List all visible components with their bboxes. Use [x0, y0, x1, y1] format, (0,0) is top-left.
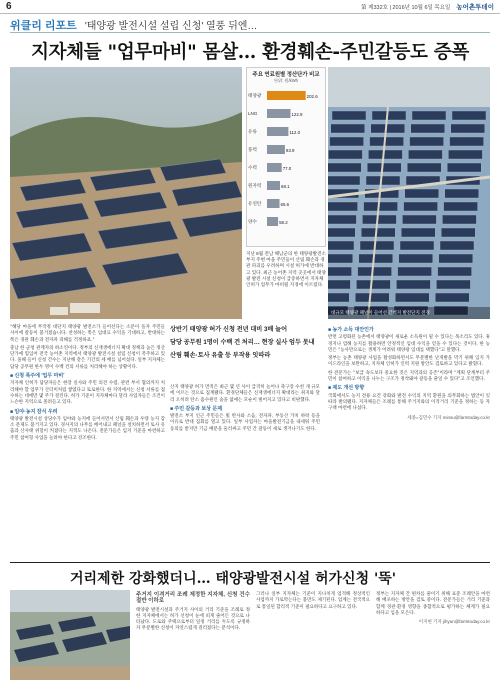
chart-bar — [267, 217, 278, 226]
chart-value-label: 122.9 — [291, 112, 303, 117]
chart-value-label: 68.1 — [281, 184, 290, 189]
second-article-header — [10, 567, 490, 589]
second-article-title: 거리제한 강화했더니… 태양광발전시설 허가신청 '뚝' — [70, 571, 397, 587]
article-column-2 — [170, 385, 320, 435]
solar-farm-photo-illustration — [10, 67, 242, 319]
byline: 세종=김민수 기자 minsu@farmtoday.co.kr — [407, 414, 490, 420]
chart-bar — [267, 91, 306, 100]
aerial-photo-caption: 대규모 태양광 패널이 들어선 간척지 발전단지 전경 — [328, 307, 490, 319]
callout-item: 상반기 태양광 허가 신청 전년 대비 3배 늘어 — [170, 326, 288, 333]
section-title: '태양광 발전시설 설립 신청' 열풍 뒤엔… — [84, 21, 258, 32]
chart-value-label: 202.6 — [306, 94, 318, 99]
chart-category-label: 풍력 — [248, 147, 257, 152]
article-column-3 — [328, 325, 490, 421]
headline: 지자체들 "업무마비" 몸살… 환경훼손-주민갈등도 증폭 — [31, 42, 469, 63]
body-paragraph: 한 전문가는 "보급 속도보다 중요한 것은 지역과의 공존"이라며 "계획 단계부터 주민이 참여하고 이익을 나누는 구조가 정착돼야 갈등을 줄일 수 있다"고 조언했다. — [328, 370, 490, 383]
chart-value-label: 112.0 — [289, 130, 301, 135]
paper-name: 농어촌투데이 — [456, 4, 494, 11]
body-paragraph: 지자체 인허가 담당자들은 현장 실사와 주민 의견 수렴, 관련 부서 협의까지 처리해야 할 업무가 산더미처럼 쌓였다고 토로한다. 한 지역에서는 신청 서류를 접수하는 데에만 몇 주가 걸린다. 허가 기준이 지자체마다 달라 사업자들은 조건이 느슨한 지역으로 몰려들고 있다. — [10, 381, 165, 406]
chart-bar — [267, 199, 280, 208]
chart-value-label: 58.2 — [279, 220, 288, 225]
chart-bar — [267, 127, 288, 136]
second-photo-illustration — [10, 590, 130, 680]
chart-category-label: 수력 — [248, 165, 257, 170]
chart-bar — [267, 109, 290, 118]
subheading: ■ 농가 소득 대안인가 — [328, 327, 374, 333]
body-paragraph: 정부는 농촌 태양광 사업을 활성화하면서도 무분별한 난개발을 막기 위해 입지 가이드라인을 보완하고, 지자체 인허가 인력 지원 방안도 검토하고 있다고 밝혔다. — [328, 356, 490, 368]
section-kicker: 위클리 리포트 — [10, 19, 77, 32]
subheading: ■ 신청 폭주에 '업무 마비' — [10, 373, 65, 380]
article-column-1 — [10, 325, 165, 444]
chart-category-label: 유류 — [248, 129, 257, 134]
body-paragraph: 발전소 부지 인근 주민들은 빛 반사와 소음, 전자파, 부동산 가치 하락 등을 이유로 반대 집회를 열고 있다. 일부 사업자는 마을발전기금을 내세워 주민 동의를 받지만 기금 배분을 둘러싸고 주민 간 갈등이 새로 생겨나기도 한다. — [170, 414, 320, 432]
aerial-photo-illustration — [328, 67, 490, 319]
issue-line: 第 제332호 | 2016년 10월 6일 목요일 — [361, 4, 451, 11]
subheading: ■ 주민 갈등과 보상 문제 — [170, 405, 223, 412]
chart-category-label: 태양광 — [248, 93, 262, 98]
callout-item: 산림 훼손·토사 유출 등 부작용 잇따라 — [170, 352, 271, 359]
masthead — [0, 0, 500, 14]
price-chart — [246, 67, 326, 247]
body-paragraph: 정부는 지자체 간 편차를 줄이기 위해 표준 조례안을 마련해 배포하는 방안을 검토 중이다. 전문가들은 거리 기준과 함께 경관·환경 영향을 종합적으로 평가하는 체계가 필요하다고 입을 모은다. — [376, 592, 490, 616]
chart-category-label: 양수 — [248, 219, 257, 224]
article-divider — [10, 562, 490, 563]
body-paragraph: 국회에서도 농지 전용 요건 강화와 발전 수익의 지역 환원을 의무화하는 법안이 잇따라 발의됐다. 지자체들은 조례를 통해 주거지와의 이격거리 기준을 정하는 등 자구책 마련에 나섰다. — [328, 393, 490, 412]
second-article-column-3 — [376, 592, 490, 625]
chart-category-label: 원자력 — [248, 183, 262, 188]
chart-bar — [267, 145, 285, 154]
solar-farm-photo — [10, 67, 242, 319]
second-article-photo — [10, 590, 130, 680]
second-article-byline: 이지현 기자 jihyun@farmtoday.co.kr — [418, 619, 490, 625]
body-paragraph: 충남 한 군청 관계자의 하소연이다. 정부의 신재생에너지 확대 정책과 높은 정산 단가에 힘입어 전국 농어촌 지역에서 태양광 발전시설 설립 신청이 폭주하고 있다. 올해 들어 신청 건수는 지난해 같은 기간의 세 배를 넘어섰다. 일부 지자체는 담당 공무원 한두 명이 수백 건의 서류를 처리해야 하는 상황이다. — [10, 345, 165, 370]
callout-box — [170, 325, 320, 364]
chart-value-label: 77.0 — [282, 166, 292, 171]
subheading: ■ 임야·농지 잠식 우려 — [10, 408, 58, 415]
chart-bar — [267, 163, 282, 172]
chart-category-label: LNG — [248, 111, 258, 116]
chart-title: 주요 연료원별 정산단가 비교 — [252, 72, 320, 78]
chart-bar — [267, 181, 280, 190]
bar-chart — [247, 85, 325, 245]
body-paragraph: 그러나 일부 지자체는 기준이 지나치게 엄격해 정상적인 사업까지 가로막는다는 불만도 제기된다. 업계는 전국적으로 통일된 합리적 기준이 필요하다고 요구하고 있다. — [256, 592, 370, 610]
section-header — [10, 17, 490, 33]
chart-unit: 단위: 원/kWh — [273, 78, 298, 83]
body-paragraph: 태양광 발전시설 상당수가 임야와 농지에 들어서면서 산림 훼손과 우량 농지 감소 문제도 불거지고 있다. 경사지의 나무를 베어내고 패널을 설치하면서 토사 유출과 산사태 위험이 커졌다는 지적도 나온다. 전문가들은 입지 기준을 마련하고 주민 참여형 사업을 늘려야 한다고 강조한다. — [10, 416, 165, 441]
photo-caption: 지난 8월 전남 해남군의 한 태양광발전소 부지 주변 마을 주민들이 산림 훼손과 경관 파괴를 우려하며 시설 허가에 반대하고 있다. 최근 농어촌 지역 곳곳에서 태양광 발전 시설 신청이 급증하면서 지자체 인허가 업무가 마비될 지경에 이르렀다. — [246, 251, 326, 288]
second-article-column-2 — [256, 592, 370, 613]
solar-panels-aerial-photo — [328, 67, 490, 319]
second-article-column-1 — [136, 592, 250, 635]
body-paragraph: 반면 고령화된 농촌에서 태양광이 새로운 소득원이 될 수 있다는 목소리도 있다. 휴경지나 염해 농지를 활용하면 안정적인 임대 수익을 얻을 수 있다는 것이다. 한 농민은 "농사만으로는 생계가 어려워 태양광 임대를 택했다"고 말했다. — [328, 335, 490, 353]
subheading: ■ 제도 개선 방향 — [328, 385, 365, 392]
body-paragraph: "해당 마을에 무작정 대단지 태양광 발전소가 들어선다는 소문이 돌자 주민들 사이에 갈등이 불거졌습니다. 찬성하는 쪽은 임대료 수익을 기대하고, 반대하는 쪽은 경관 훼손과 전자파 피해를 걱정하죠." — [10, 325, 165, 343]
chart-category-label: 유연탄 — [248, 201, 262, 206]
chart-value-label: 65.6 — [280, 202, 290, 207]
page-number: 6 — [6, 1, 12, 12]
body-paragraph: 산지 태양광 허가 면적은 최근 몇 년 사이 급격히 늘어나 축구장 수천 개 규모에 이르는 것으로 집계됐다. 환경단체들은 신재생에너지 확대라는 취지와 달리 오히려 탄소 흡수원인 숲을 없애는 모순이 벌어지고 있다고 비판했다. — [170, 385, 320, 403]
body-paragraph: 태양광 발전시설과 주거지 사이의 거리 기준을 조례로 정한 지자체에서는 허가 신청이 눈에 띄게 줄어든 것으로 나타났다. 도로와 주택으로부터 일정 거리를 두도록 규정하자 무분별한 신청이 자연스럽게 걸러졌다는 분석이다. — [136, 607, 250, 632]
callout-item: 담당 공무원 1명이 수백 건 처리… 현장 실사 엄두 못내 — [170, 339, 315, 346]
second-article-subtitle: 주거지 이격거리 조례 제정한 지자체, 신청 건수 절반 이하로 — [136, 592, 250, 605]
chart-value-label: 93.9 — [285, 148, 295, 153]
